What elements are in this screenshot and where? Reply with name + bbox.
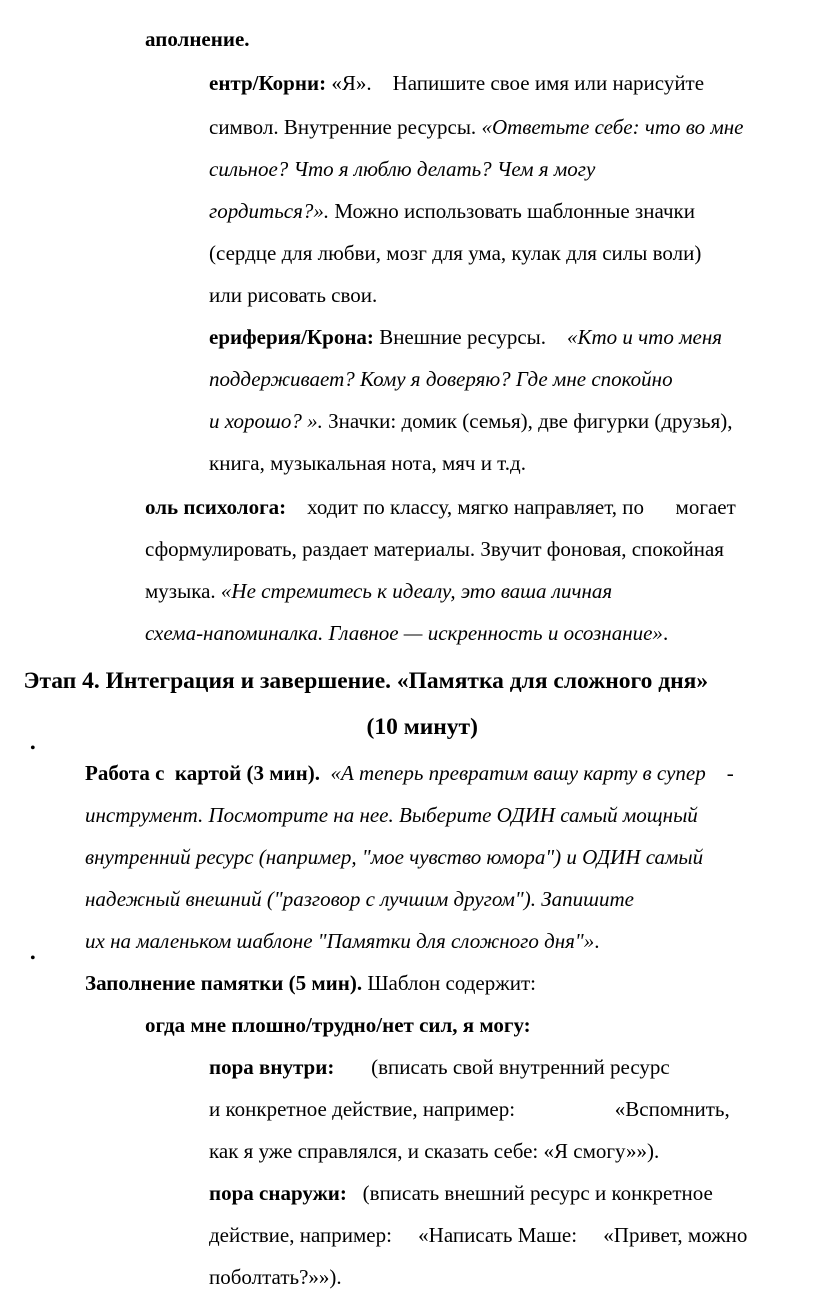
body-text: и конкретное действие, например: «Вспомнить, [209,1097,730,1121]
body-text: действие, например: «Написать Маше: «Привет, можно [209,1223,748,1247]
italic-text: «Не стремитесь к идеалу, это ваша личная [220,579,613,603]
italic-text: надежный внешний ("разговор с лучшим другом"). Запишите [85,887,634,911]
body-text: (сердце для любви, мозг для ума, кулак для силы воли) [209,241,702,265]
body-text: или рисовать свои. [209,283,378,307]
label-support-inside: пора внутри: [209,1055,335,1079]
heading-text: (10 минут) [366,714,478,740]
body-text: (вписать свой внутренний ресурс [334,1055,670,1079]
body-text: поболтать?»»). [209,1265,342,1289]
body-text: Можно использовать шаблонные значки [329,199,695,223]
label-center-roots: ентр/Корни: [209,71,327,95]
label-support-outside: пора снаружи: [209,1181,347,1205]
italic-text: поддерживает? Кому я доверяю? Где мне спокойно [209,367,673,391]
italic-text: и хорошо? ». [209,409,323,433]
bullet-icon: • [30,740,36,757]
body-text: . [594,929,600,953]
bold-text: Работа с картой (3 мин). [85,761,320,785]
bold-text: Заполнение памятки (5 мин). [85,971,363,995]
text-line [188,1238,342,1316]
heading-text: Этап 4. Интеграция и завершение. «Памятка для сложного дня» [23,668,709,694]
label-psychologist-role: оль психолога: [145,495,287,519]
body-text: книга, музыкальная нота, мяч и т.д. [209,451,526,475]
body-text: как я уже справлялся, и сказать себе: «Я смогу»»). [209,1139,660,1163]
label-periphery-crown: ериферия/Крона: [209,325,374,349]
italic-text: сильное? Что я люблю делать? Чем я могу [209,157,596,181]
italic-text: «Кто и что меня [567,325,722,349]
italic-text: гордиться?». [209,199,330,223]
body-text: Шаблон содержит: [362,971,536,995]
bold-text: огда мне плошно/трудно/нет сил, я могу: [145,1013,531,1037]
bullet-icon: • [30,950,36,967]
italic-text: инструмент. Посмотрите на нее. Выберите ОДИН самый мощный [85,803,698,827]
body-text: музыка. [145,579,221,603]
italic-text: их на маленьком шаблоне "Памятки для сложного дня"» [85,929,595,953]
body-text: «Я». Напишите свое имя или нарисуйте [326,71,705,95]
body-text: символ. Внутренние ресурсы. [209,115,482,139]
body-text: Значки: домик (семья), две фигурки (друзья), [322,409,733,433]
body-text: . [662,621,669,645]
bold-text: аполнение. [145,27,250,51]
italic-text: внутренний ресурс (например, "мое чувство юмора") и ОДИН самый [85,845,704,869]
body-text: ходит по классу, мягко направляет, по могает [286,495,736,519]
italic-text: схема-напоминалка. Главное — искренность и осознание» [145,621,663,645]
body-text: (вписать внешний ресурс и конкретное [346,1181,713,1205]
body-text: сформулировать, раздает материалы. Звучит фоновая, спокойная [145,537,724,561]
italic-text: «Ответьте себе: что во мне [481,115,744,139]
body-text: Внешние ресурсы. [373,325,568,349]
italic-text: «А теперь превратим вашу карту в супер - [319,761,734,785]
